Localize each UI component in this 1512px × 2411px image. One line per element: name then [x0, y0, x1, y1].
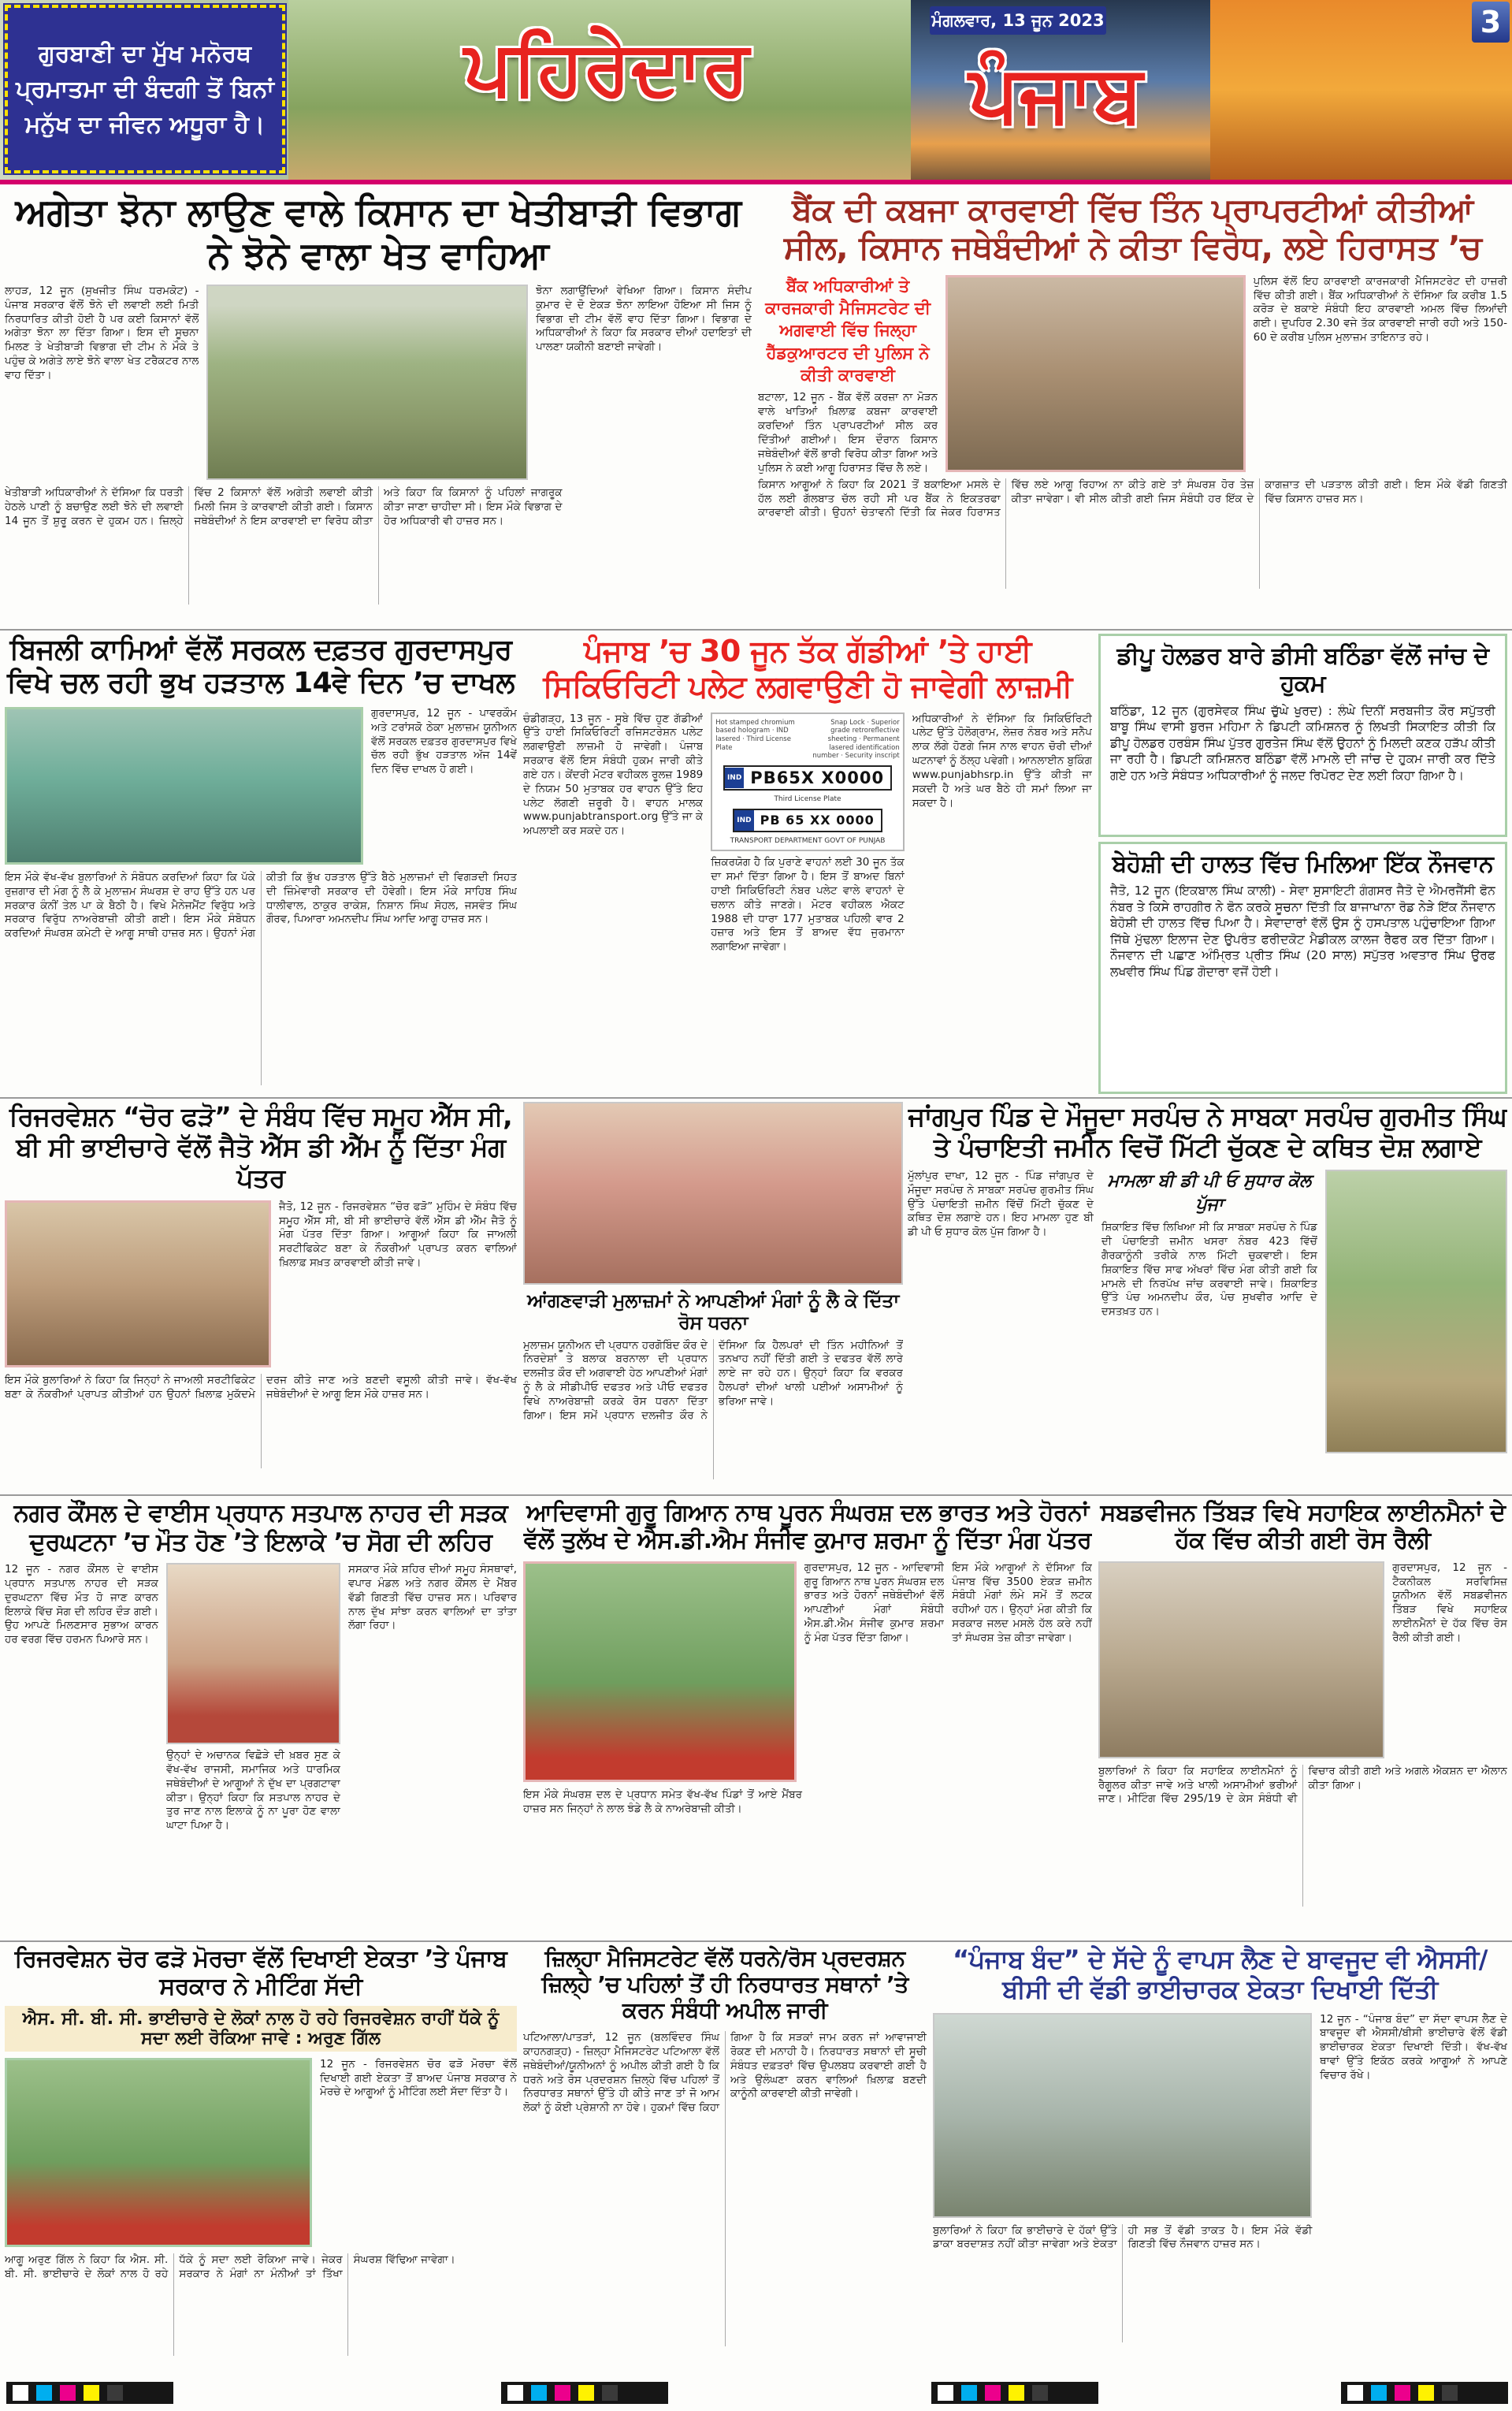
- headline: ਰਿਜਰਵੇਸ਼ਨ ਚੋਰ ਫੜੋ ਮੋਰਚਾ ਵੱਲੋਂ ਦਿਖਾਈ ਏਕਤਾ ’ਤੇ ਪੰਜਾਬ ਸਰਕਾਰ ਨੇ ਮੀਟਿੰਗ ਸੱਦੀ: [14, 1945, 507, 2001]
- article-linemen-rally: [1098, 1499, 1507, 1937]
- masthead-divider: [0, 180, 1512, 184]
- headline: ਡੀਪੂ ਹੋਲਡਰ ਬਾਰੇ ਡੀਸੀ ਬਠਿੰਡਾ ਵੱਲੋਂ ਜਾਂਚ ਦੇ ਹੁਕਮ: [1116, 642, 1489, 698]
- body-col: ਲਾਹੜ, 12 ਜੂਨ (ਸੁਖਜੀਤ ਸਿੰਘ ਧਰਮਕੋਟ) - ਪੰਜਾਬ ਸਰਕਾਰ ਵੱਲੋਂ ਝੋਨੇ ਦੀ ਲਵਾਈ ਲਈ ਮਿਤੀ ਨਿਰਧਾਰਿਤ ਕੀਤੀ ਹੋਈ ਹੈ ਪਰ ਕਈ ਕਿਸਾਨਾਂ ਵੱਲੋਂ ਅਗੇਤਾ ਝੋਨਾ ਲਾ ਦਿੱਤਾ ਗਿਆ। ਇਸ ਦੀ ਸੂਚਨਾ ਮਿਲਣ ਤੇ ਖੇਤੀਬਾੜੀ ਵਿਭਾਗ ਦੀ ਟੀਮ ਨੇ ਮੌਕੇ ਤੇ ਪਹੁੰਚ ਕੇ ਅਗੇਤੇ ਲਾਏ ਝੋਨੇ ਵਾਲਾ ਖੇਤ ਟਰੈਕਟਰ ਨਾਲ ਵਾਹ ਦਿੱਤਾ।: [5, 284, 199, 381]
- section-divider: [0, 1097, 1512, 1099]
- body-block: ਇਸ ਮੌਕੇ ਬੁਲਾਰਿਆਂ ਨੇ ਕਿਹਾ ਕਿ ਜਿਨ੍ਹਾਂ ਨੇ ਜਾਅਲੀ ਸਰਟੀਫਿਕੇਟ ਬਣਾ ਕੇ ਨੌਕਰੀਆਂ ਪ੍ਰਾਪਤ ਕੀਤੀਆਂ ਹਨ ਉਹਨਾਂ ਖ਼ਿਲਾਫ਼ ਮੁਕੱਦਮੇ ਦਰਜ ਕੀਤੇ ਜਾਣ ਅਤੇ ਬਣਦੀ ਵਸੂਲੀ ਕੀਤੀ ਜਾਵੇ। ਵੱਖ-ਵੱਖ ਜਥੇਬੰਦੀਆਂ ਦੇ ਆਗੂ ਇਸ ਮੌਕੇ ਹਾਜ਼ਰ ਸਨ।: [5, 1373, 517, 1401]
- article-photo: [5, 2058, 312, 2247]
- headline: “ਪੰਜਾਬ ਬੰਦ” ਦੇ ਸੱਦੇ ਨੂੰ ਵਾਪਸ ਲੈਣ ਦੇ ਬਾਵਜੂਦ ਵੀ ਐਸਸੀ/ਬੀਸੀ ਦੀ ਵੱਡੀ ਭਾਈਚਾਰਕ ਏਕਤਾ ਦਿਖਾਈ ਦਿੱਤੀ: [953, 1945, 1488, 2004]
- section-divider: [0, 629, 1512, 631]
- article-photo: [945, 275, 1245, 472]
- body-col: ਬਟਾਲਾ, 12 ਜੂਨ - ਬੈਂਕ ਵੱਲੋਂ ਕਰਜ਼ਾ ਨਾ ਮੋੜਨ ਵਾਲੇ ਖਾਤਿਆਂ ਖ਼ਿਲਾਫ਼ ਕਬਜਾ ਕਾਰਵਾਈ ਕਰਦਿਆਂ ਤਿੰਨ ਪ੍ਰਾਪਰਟੀਆਂ ਸੀਲ ਕਰ ਦਿੱਤੀਆਂ ਗਈਆਂ। ਇਸ ਦੌਰਾਨ ਕਿਸਾਨ ਜਥੇਬੰਦੀਆਂ ਵੱਲੋਂ ਭਾਰੀ ਵਿਰੋਧ ਕੀਤਾ ਗਿਆ ਅਤੇ ਪੁਲਿਸ ਨੇ ਕਈ ਆਗੂ ਹਿਰਾਸਤ ਵਿੱਚ ਲੈ ਲਏ।: [758, 391, 938, 474]
- headline: ਜ਼ਿਲ੍ਹਾ ਮੈਜਿਸਟਰੇਟ ਵੱਲੋਂ ਧਰਨੇ/ਰੋਸ ਪ੍ਰਦਰਸ਼ਨ ਜ਼ਿ‍ਲ੍ਹੇ ’ਚ ਪਹਿਲਾਂ ਤੋਂ ਹੀ ਨਿਰਧਾਰਤ ਸਥਾਨਾਂ ’ਤੇ ਕਰਨ ਸੰਬੰਧੀ ਅਪੀਲ ਜਾਰੀ: [541, 1945, 908, 2024]
- body-block: ਆਗੂ ਅਰੁਣ ਗਿੱਲ ਨੇ ਕਿਹਾ ਕਿ ਐਸ. ਸੀ. ਬੀ. ਸੀ. ਭਾਈਚਾਰੇ ਦੇ ਲੋਕਾਂ ਨਾਲ ਹੋ ਰਹੇ ਧੱਕੇ ਨੂੰ ਸਦਾ ਲਈ ਰੋਕਿਆ ਜਾਵੇ। ਜੇਕਰ ਸਰਕਾਰ ਨੇ ਮੰਗਾਂ ਨਾ ਮੰਨੀਆਂ ਤਾਂ ਤਿੱਖਾ ਸੰਘਰਸ਼ ਵਿੱਢਿਆ ਜਾਵੇਗਾ।: [5, 2253, 455, 2280]
- article-magistrate-appeal: [523, 1945, 927, 2375]
- plate-labels-left: Hot stamped chromium based hologram · IND lasered · Third License Plate: [715, 718, 795, 752]
- print-registration-marks: [1341, 2382, 1508, 2404]
- article-adivasi-memorandum: [523, 1499, 1092, 1937]
- body-col: ਸ਼ਿਕਾਇਤ ਵਿੱਚ ਲਿਖਿਆ ਸੀ ਕਿ ਸਾਬਕਾ ਸਰਪੰਚ ਨੇ ਪਿੰਡ ਦੀ ਪੰਚਾਇਤੀ ਜ਼ਮੀਨ ਖਸਰਾ ਨੰਬਰ 423 ਵਿੱਚੋਂ ਗੈਰਕਾਨੂੰਨੀ ਤਰੀਕੇ ਨਾਲ ਮਿੱਟੀ ਚੁਕਵਾਈ। ਇਸ ਸ਼ਿਕਾਇਤ ਵਿੱਚ ਸਾਫ ਅੱਖਰਾਂ ਵਿੱਚ ਮੰਗ ਕੀਤੀ ਗਈ ਕਿ ਮਾਮਲੇ ਦੀ ਨਿਰਪੱਖ ਜਾਂਚ ਕਰਵਾਈ ਜਾਵੇ। ਸ਼ਿਕਾਇਤ ਉੱਤੇ ਪੰਚ ਅਮਨਦੀਪ ਕੌਰ, ਪੰਚ ਸੁਖਵੀਰ ਆਦਿ ਦੇ ਦਸਤਖ਼ਤ ਹਨ।: [1101, 1221, 1317, 1319]
- article-photo: [5, 707, 363, 865]
- plate-number: PB 65 XX 0000: [760, 813, 875, 828]
- plate-labels-right: Snap Lock · Superior grade retroreflective sheeting · Permanent lasered identification number · Security inscript: [812, 718, 900, 761]
- article-bank-seizure: [758, 191, 1507, 626]
- article-photo: [1325, 1170, 1507, 1453]
- headline: ਅਗੇਤਾ ਝੋਨਾ ਲਾਉਣ ਵਾਲੇ ਕਿਸਾਨ ਦਾ ਖੇਤੀਬਾੜੀ ਵਿਭਾਗ ਨੇ ਝੋਨੇ ਵਾਲਾ ਖੇਤ ਵਾਹਿਆ: [15, 191, 741, 278]
- body-col: ਮੁੱਲਾਂਪੁਰ ਦਾਖਾ, 12 ਜੂਨ - ਪਿੰਡ ਜਾਂਗਪੁਰ ਦੇ ਮੌਜੂਦਾ ਸਰਪੰਚ ਨੇ ਸਾਬਕਾ ਸਰਪੰਚ ਗੁਰਮੀਤ ਸਿੰਘ ਉੱਤੇ ਪੰਚਾਇਤੀ ਜ਼ਮੀਨ ਵਿੱਚੋਂ ਮਿੱਟੀ ਚੁੱਕਣ ਦੇ ਕਥਿਤ ਦੋਸ਼ ਲਗਾਏ ਹਨ। ਇਹ ਮਾਮਲਾ ਹੁਣ ਬੀ ਡੀ ਪੀ ਓ ਸੁਧਾਰ ਕੋਲ ਪੁੱਜ ਗਿਆ ਹੈ।: [908, 1169, 1094, 1239]
- date-label: ਮੰਗਲਵਾਰ, 13 ਜੂਨ 2023: [930, 6, 1106, 35]
- plate-caption: Third License Plate: [774, 794, 841, 803]
- masthead: [0, 0, 1512, 180]
- subheadline: ਬੈਂਕ ਅਧਿਕਾਰੀਆਂ ਤੇ ਕਾਰਜਕਾਰੀ ਮੈਜਿਸਟਰੇਟ ਦੀ ਅਗਵਾਈ ਵਿੱਚ ਜਿਲ੍ਹਾ ਹੈੱਡਕੁਆਰਟਰ ਦੀ ਪੁਲਿਸ ਨੇ ਕੀਤੀ ਕਾਰਵਾਈ: [765, 276, 931, 385]
- article-photo: [523, 1102, 903, 1285]
- body-col: ਗੁਰਦਾਸਪੁਰ, 12 ਜੂਨ - ਆਦਿਵਾਸੀ ਗੁਰੂ ਗਿਆਨ ਨਾਥ ਪੂਰਨ ਸੰਘਰਸ਼ ਦਲ ਭਾਰਤ ਅਤੇ ਹੋਰਨਾਂ ਜਥੇਬੰਦੀਆਂ ਵੱਲੋਂ ਆਪਣੀਆਂ ਮੰਗਾਂ ਸੰਬੰਧੀ ਐਸ.ਡੀ.ਐਮ ਸੰਜੀਵ ਕੁਮਾਰ ਸ਼ਰਮਾ ਨੂੰ ਮੰਗ ਪੱਤਰ ਦਿੱਤਾ ਗਿਆ।: [804, 1561, 945, 1644]
- body-block: ਪਟਿਆਲਾ/ਪਾਤੜਾਂ, 12 ਜੂਨ (ਬਲਵਿੰਦਰ ਸਿੰਘ ਕਾਹਨਗੜ੍ਹ) - ਜ਼ਿਲ੍ਹਾ ਮੈਜਿਸਟਰੇਟ ਪਟਿਆਲਾ ਵੱਲੋਂ ਜਥੇਬੰਦੀਆਂ/ਯੂਨੀਅਨਾਂ ਨੂੰ ਅਪੀਲ ਕੀਤੀ ਗਈ ਹੈ ਕਿ ਧਰਨੇ ਅਤੇ ਰੋਸ ਪ੍ਰਦਰਸ਼ਨ ਜ਼ਿਲ੍ਹੇ ਵਿੱਚ ਪਹਿਲਾਂ ਤੋਂ ਨਿਰਧਾਰਤ ਸਥਾਨਾਂ ਉੱਤੇ ਹੀ ਕੀਤੇ ਜਾਣ ਤਾਂ ਜੋ ਆਮ ਲੋਕਾਂ ਨੂੰ ਕੋਈ ਪ੍ਰੇਸ਼ਾਨੀ ਨਾ ਹੋਵੇ। ਹੁਕਮਾਂ ਵਿੱਚ ਕਿਹਾ ਗਿਆ ਹੈ ਕਿ ਸੜਕਾਂ ਜਾਮ ਕਰਨ ਜਾਂ ਆਵਾਜਾਈ ਰੋਕਣ ਦੀ ਮਨਾਹੀ ਹੈ। ਨਿਰਧਾਰਤ ਸਥਾਨਾਂ ਦੀ ਸੂਚੀ ਸੰਬੰਧਤ ਦਫ਼ਤਰਾਂ ਵਿੱਚ ਉਪਲਬਧ ਕਰਵਾਈ ਗਈ ਹੈ ਅਤੇ ਉਲੰਘਣਾ ਕਰਨ ਵਾਲਿਆਂ ਖ਼ਿਲਾਫ਼ ਬਣਦੀ ਕਾਨੂੰਨੀ ਕਾਰਵਾਈ ਕੀਤੀ ਜਾਵੇਗੀ।: [523, 2031, 927, 2115]
- headline: ਪੰਜਾਬ ’ਚ 30 ਜੂਨ ਤੱਕ ਗੱਡੀਆਂ ’ਤੇ ਹਾਈ ਸਿਕਿਓਰਿਟੀ ਪਲੇਟ ਲਗਵਾਉਣੀ ਹੋ ਜਾਵੇਗੀ ਲਾਜ਼ਮੀ: [543, 634, 1072, 704]
- article-photo: [523, 1561, 797, 1782]
- body-block: ਬੁਲਾਰਿਆਂ ਨੇ ਕਿਹਾ ਕਿ ਸਹਾਇਕ ਲਾਈਨਮੈਨਾਂ ਨੂੰ ਰੈਗੂਲਰ ਕੀਤਾ ਜਾਵੇ ਅਤੇ ਖਾਲੀ ਅਸਾਮੀਆਂ ਭਰੀਆਂ ਜਾਣ। ਮੀਟਿੰਗ ਵਿੱਚ 295/19 ਦੇ ਕੇਸ ਸੰਬੰਧੀ ਵੀ ਵਿਚਾਰ ਕੀਤੀ ਗਈ ਅਤੇ ਅਗਲੇ ਐਕਸ਼ਨ ਦਾ ਐਲਾਨ ਕੀਤਾ ਗਿਆ।: [1098, 1764, 1507, 1806]
- headline: ਆਦਿਵਾਸੀ ਗੁਰੂ ਗਿਆਨ ਨਾਥ ਪੂਰਨ ਸੰਘਰਸ਼ ਦਲ ਭਾਰਤ ਅਤੇ ਹੋਰਨਾਂ ਵੱਲੋਂ ਤੁਲੱਖ ਦੇ ਐਸ.ਡੀ.ਐਮ ਸੰਜੀਵ ਕੁਮਾਰ ਸ਼ਰਮਾ ਨੂੰ ਦਿੱਤਾ ਮੰਗ ਪੱਤਰ: [523, 1499, 1092, 1555]
- page-number: 3: [1472, 2, 1510, 43]
- portrait-photo: [166, 1563, 340, 1744]
- body-col: ਜੈਤੋ, 12 ਜੂਨ - ਰਿਜਰਵੇਸ਼ਨ “ਚੋਰ ਫੜੋ” ਮੁਹਿੰਮ ਦੇ ਸੰਬੰਧ ਵਿੱਚ ਸਮੂਹ ਐੱਸ ਸੀ, ਬੀ ਸੀ ਭਾਈਚਾਰੇ ਵੱਲੋਂ ਐੱਸ ਡੀ ਐੱਮ ਜੈਤੋ ਨੂੰ ਮੰਗ ਪੱਤਰ ਦਿੱਤਾ ਗਿਆ। ਆਗੂਆਂ ਕਿਹਾ ਕਿ ਜਾਅਲੀ ਸਰਟੀਫਿਕੇਟ ਬਣਾ ਕੇ ਨੌਕਰੀਆਂ ਪ੍ਰਾਪਤ ਕਰਨ ਵਾਲਿਆਂ ਖ਼ਿਲਾਫ਼ ਸਖ਼ਤ ਕਾਰਵਾਈ ਕੀਤੀ ਜਾਵੇ।: [279, 1200, 517, 1270]
- body-col: 12 ਜੂਨ - “ਪੰਜਾਬ ਬੰਦ” ਦਾ ਸੱਦਾ ਵਾਪਸ ਲੈਣ ਦੇ ਬਾਵਜੂਦ ਵੀ ਐਸਸੀ/ਬੀਸੀ ਭਾਈਚਾਰੇ ਵੱਲੋਂ ਵੱਡੀ ਭਾਈਚਾਰਕ ਏਕਤਾ ਦਿਖਾਈ ਦਿੱਤੀ। ਵੱਖ-ਵੱਖ ਥਾਵਾਂ ਉੱਤੇ ਇਕੱਠ ਕਰਕੇ ਆਗੂਆਂ ਨੇ ਆਪਣੇ ਵਿਚਾਰ ਰੱਖੇ।: [1320, 2012, 1507, 2082]
- body-block: ਖੇਤੀਬਾੜੀ ਅਧਿਕਾਰੀਆਂ ਨੇ ਦੱਸਿਆ ਕਿ ਧਰਤੀ ਹੇਠਲੇ ਪਾਣੀ ਨੂੰ ਬਚਾਉਣ ਲਈ ਝੋਨੇ ਦੀ ਲਵਾਈ 14 ਜੂਨ ਤੋਂ ਸ਼ੁਰੂ ਕਰਨ ਦੇ ਹੁਕਮ ਹਨ। ਜ਼ਿਲ੍ਹੇ ਵਿੱਚ 2 ਕਿਸਾਨਾਂ ਵੱਲੋਂ ਅਗੇਤੀ ਲਵਾਈ ਕੀਤੀ ਮਿਲੀ ਜਿਸ ਤੇ ਕਾਰਵਾਈ ਕੀਤੀ ਗਈ। ਕਿਸਾਨ ਜਥੇਬੰਦੀਆਂ ਨੇ ਇਸ ਕਾਰਵਾਈ ਦਾ ਵਿਰੋਧ ਕੀਤਾ ਅਤੇ ਕਿਹਾ ਕਿ ਕਿਸਾਨਾਂ ਨੂੰ ਪਹਿਲਾਂ ਜਾਗਰੂਕ ਕੀਤਾ ਜਾਣਾ ਚਾਹੀਦਾ ਸੀ। ਇਸ ਮੌਕੇ ਵਿਭਾਗ ਦੇ ਹੋਰ ਅਧਿਕਾਰੀ ਵੀ ਹਾਜ਼ਰ ਸਨ।: [5, 486, 563, 527]
- body-col: ਝੋਨਾ ਲਗਾਉਂਦਿਆਂ ਵੇਖਿਆ ਗਿਆ। ਕਿਸਾਨ ਸੰਦੀਪ ਕੁਮਾਰ ਦੇ ਦੋ ਏਕੜ ਝੋਨਾ ਲਾਇਆ ਹੋਇਆ ਸੀ ਜਿਸ ਨੂੰ ਵਿਭਾਗ ਦੀ ਟੀਮ ਵੱਲੋਂ ਵਾਹ ਦਿੱਤਾ ਗਿਆ। ਵਿਭਾਗ ਦੇ ਅਧਿਕਾਰੀਆਂ ਨੇ ਕਿਹਾ ਕਿ ਸਰਕਾਰ ਦੀਆਂ ਹਦਾਇਤਾਂ ਦੀ ਪਾਲਣਾ ਯਕੀਨੀ ਬਣਾਈ ਜਾਵੇਗੀ।: [536, 284, 752, 354]
- body-block: ਮੁਲਾਜ਼ਮ ਯੂਨੀਅਨ ਦੀ ਪ੍ਰਧਾਨ ਹਰਗੋਬਿੰਦ ਕੌਰ ਦੇ ਨਿਰਦੇਸ਼ਾਂ ਤੇ ਬਲਾਕ ਬਰਨਾਲਾ ਦੀ ਪ੍ਰਧਾਨ ਦਲਜੀਤ ਕੌਰ ਦੀ ਅਗਵਾਈ ਹੇਠ ਆਪਣੀਆਂ ਮੰਗਾਂ ਨੂੰ ਲੈ ਕੇ ਸੀਡੀਪੀਓ ਦਫਤਰ ਅਤੇ ਪੀਓ ਦਫਤਰ ਵਿਖੇ ਨਾਅਰੇਬਾਜ਼ੀ ਕਰਕੇ ਰੋਸ ਧਰਨਾ ਦਿੱਤਾ ਗਿਆ। ਇਸ ਸਮੇਂ ਪ੍ਰਧਾਨ ਦਲਜੀਤ ਕੌਰ ਨੇ ਦੱਸਿਆ ਕਿ ਹੈਲਪਰਾਂ ਦੀ ਤਿੰਨ ਮਹੀਨਿਆਂ ਤੋਂ ਤਨਖਾਹ ਨਹੀਂ ਦਿੱਤੀ ਗਈ ਤੇ ਦਫਤਰ ਵੱਲੋਂ ਲਾਰੇ ਲਾਏ ਜਾ ਰਹੇ ਹਨ। ਉਨ੍ਹਾਂ ਕਿਹਾ ਕਿ ਵਰਕਰ ਹੈਲਪਰਾਂ ਦੀਆਂ ਖਾਲੀ ਪਈਆਂ ਅਸਾਮੀਆਂ ਨੂੰ ਭਰਿਆ ਜਾਵੇ।: [523, 1338, 903, 1422]
- body-col: ਗੁਰਦਾਸਪੁਰ, 12 ਜੂਨ - ਟੈਕਨੀਕਲ ਸਰਵਿਸਿਜ਼ ਯੂਨੀਅਨ ਵੱਲੋਂ ਸਬਡਵੀਜਨ ਤਿੱਬੜ ਵਿਖੇ ਸਹਾਇਕ ਲਾਈਨਮੈਨਾਂ ਦੇ ਹੱਕ ਵਿੱਚ ਰੋਸ ਰੈਲੀ ਕੀਤੀ ਗਈ।: [1392, 1561, 1507, 1644]
- license-plate-bottom: [733, 809, 882, 832]
- article-photo: [5, 1200, 271, 1367]
- print-registration-marks: [931, 2382, 1098, 2404]
- headline: ਬੈਂਕ ਦੀ ਕਬਜਾ ਕਾਰਵਾਈ ਵਿੱਚ ਤਿੰਨ ਪ੍ਰਾਪਰਟੀਆਂ ਕੀਤੀਆਂ ਸੀਲ, ਕਿਸਾਨ ਜਥੇਬੰਦੀਆਂ ਨੇ ਕੀਤਾ ਵਿਰੋਧ, ਲਏ ਹਿਰਾਸਤ ’ਚ: [783, 191, 1482, 267]
- headline: ਜਾਂਗਪੁਰ ਪਿੰਡ ਦੇ ਮੌਜੂਦਾ ਸਰਪੰਚ ਨੇ ਸਾਬਕਾ ਸਰਪੰਚ ਗੁਰਮੀਤ ਸਿੰਘ ਤੇ ਪੰਚਾਇਤੀ ਜਮੀਨ ਵਿਚੋਂ ਮਿੱਟੀ ਚੁੱਕਣ ਦੇ ਕਥਿਤ ਦੋਸ਼ ਲਗਾਏ: [908, 1102, 1507, 1163]
- headline: ਬਿਜਲੀ ਕਾਮਿਆਂ ਵੱਲੋਂ ਸਰਕਲ ਦਫ਼ਤਰ ਗੁਰਦਾਸਪੁਰ ਵਿਖੇ ਚਲ ਰਹੀ ਭੁਖ ਹੜਤਾਲ 14ਵੇ ਦਿਨ ’ਚ ਦਾਖਲ: [6, 634, 515, 700]
- subheadline: ਐਸ. ਸੀ. ਬੀ. ਸੀ. ਭਾਈਚਾਰੇ ਦੇ ਲੋਕਾਂ ਨਾਲ ਹੋ ਰਹੇ ਰਿਜਰਵੇਸ਼ਨ ਰਾਹੀਂ ਧੱਕੇ ਨੂੰ ਸਦਾ ਲਈ ਰੋਕਿਆ ਜਾਵੇ : ਅਰੁਣ ਗਿੱਲ: [5, 2006, 517, 2052]
- hsrp-plate-figure: [711, 713, 904, 852]
- plate-authority-caption: TRANSPORT DEPARTMENT GOVT OF PUNJAB: [730, 836, 886, 845]
- section-divider: [0, 1494, 1512, 1496]
- article-sarpanch-allegations: [908, 1102, 1507, 1490]
- article-hunger-strike: [5, 634, 517, 1094]
- article-reservation-memorandum: [5, 1102, 517, 1490]
- body-col: ਜ਼ਿਕਰਯੋਗ ਹੈ ਕਿ ਪੁਰਾਣੇ ਵਾਹਨਾਂ ਲਈ 30 ਜੂਨ ਤੱਕ ਦਾ ਸਮਾਂ ਦਿੱਤਾ ਗਿਆ ਹੈ। ਇਸ ਤੋਂ ਬਾਅਦ ਬਿਨਾਂ ਹਾਈ ਸਿਕਿਓਰਿਟੀ ਨੰਬਰ ਪਲੇਟ ਵਾਲੇ ਵਾਹਨਾਂ ਦੇ ਚਲਾਨ ਕੀਤੇ ਜਾਣਗੇ। ਮੋਟਰ ਵਹੀਕਲ ਐਕਟ 1988 ਦੀ ਧਾਰਾ 177 ਮੁਤਾਬਕ ਪਹਿਲੀ ਵਾਰ 2 ਹਜ਼ਾਰ ਅਤੇ ਇਸ ਤੋਂ ਬਾਅਦ ਵੱਧ ਜੁਰਮਾਨਾ ਲਗਾਇਆ ਜਾਵੇਗਾ।: [711, 856, 905, 954]
- print-registration-marks: [6, 2382, 173, 2404]
- article-hsrp-plates: [523, 634, 1092, 1094]
- license-plate-top: [723, 765, 892, 791]
- article-photo: [1098, 1561, 1384, 1758]
- article-punjab-bandh: [933, 1945, 1507, 2375]
- article-unconscious-youth: [1098, 842, 1507, 1094]
- body-col: ਅਧਿਕਾਰੀਆਂ ਨੇ ਦੱਸਿਆ ਕਿ ਸਿਕਿਓਰਿਟੀ ਪਲੇਟ ਉੱਤੇ ਹੋਲੋਗ੍ਰਾਮ, ਲੇਜ਼ਰ ਨੰਬਰ ਅਤੇ ਸਨੈਪ ਲਾਕ ਲੱਗੇ ਹੋਣਗੇ ਜਿਸ ਨਾਲ ਵਾਹਨ ਚੋਰੀ ਦੀਆਂ ਘਟਨਾਵਾਂ ਨੂੰ ਠੱਲ੍ਹ ਪਵੇਗੀ। ਆਨਲਾਈਨ ਬੁਕਿੰਗ www.punjabhsrp.in ਉੱਤੇ ਕੀਤੀ ਜਾ ਸਕਦੀ ਹੈ ਅਤੇ ਘਰ ਬੈਠੇ ਹੀ ਸਮਾਂ ਲਿਆ ਜਾ ਸਕਦਾ ਹੈ।: [912, 712, 1092, 809]
- paper-title: ਪਹਿਰੇਦਾਰ: [464, 24, 749, 112]
- headline: ਨਗਰ ਕੌਂਸਲ ਦੇ ਵਾਈਸ ਪ੍ਰਧਾਨ ਸਤਪਾਲ ਨਾਹਰ ਦੀ ਸੜਕ ਦੁਰਘਟਨਾ ’ਚ ਮੌਤ ਹੋਣ ’ਤੇ ਇਲਾਕੇ ’ਚ ਸੋਗ ਦੀ ਲਹਿਰ: [13, 1499, 508, 1557]
- ind-strip: IND: [734, 810, 753, 831]
- motto-box: ਗੁਰਬਾਣੀ ਦਾ ਮੁੱਖ ਮਨੋਰਥ ਪ੍ਰਮਾਤਮਾ ਦੀ ਬੰਦਗੀ ਤੋਂ ਬਿਨਾਂ ਮਨੁੱਖ ਦਾ ਜੀਵਨ ਅਧੂਰਾ ਹੈ।: [5, 5, 285, 173]
- body-col: ਸਸਕਾਰ ਮੌਕੇ ਸ਼ਹਿਰ ਦੀਆਂ ਸਮੂਹ ਸੰਸਥਾਵਾਂ, ਵਪਾਰ ਮੰਡਲ ਅਤੇ ਨਗਰ ਕੌਂਸਲ ਦੇ ਮੈਂਬਰ ਵੱਡੀ ਗਿਣਤੀ ਵਿੱਚ ਹਾਜ਼ਰ ਸਨ। ਪਰਿਵਾਰ ਨਾਲ ਦੁੱਖ ਸਾਂਝਾ ਕਰਨ ਵਾਲਿਆਂ ਦਾ ਤਾਂਤਾ ਲੱਗਾ ਰਿਹਾ।: [348, 1563, 517, 1632]
- body-col: ਚੰਡੀਗੜ੍ਹ, 13 ਜੂਨ - ਸੂਬੇ ਵਿੱਚ ਹੁਣ ਗੱਡੀਆਂ ਉੱਤੇ ਹਾਈ ਸਿਕਿਓਰਿਟੀ ਰਜਿਸਟਰੇਸ਼ਨ ਪਲੇਟ ਲਗਵਾਉਣੀ ਲਾਜ਼ਮੀ ਹੋ ਜਾਵੇਗੀ। ਪੰਜਾਬ ਸਰਕਾਰ ਵੱਲੋਂ ਇਸ ਸੰਬੰਧੀ ਹੁਕਮ ਜਾਰੀ ਕੀਤੇ ਗਏ ਹਨ। ਕੇਂਦਰੀ ਮੋਟਰ ਵਹੀਕਲ ਰੂਲਜ਼ 1989 ਦੇ ਨਿਯਮ 50 ਮੁਤਾਬਕ ਹਰ ਵਾਹਨ ਉੱਤੇ ਇਹ ਪਲੇਟ ਲੱਗਣੀ ਜ਼ਰੂਰੀ ਹੈ। ਵਾਹਨ ਮਾਲਕ www.punjabtransport.org ਉੱਤੇ ਜਾ ਕੇ ਅਪਲਾਈ ਕਰ ਸਕਦੇ ਹਨ।: [523, 712, 704, 838]
- body-col: ਪੁਲਿਸ ਵੱਲੋਂ ਇਹ ਕਾਰਵਾਈ ਕਾਰਜਕਾਰੀ ਮੈਜਿਸਟਰੇਟ ਦੀ ਹਾਜ਼ਰੀ ਵਿੱਚ ਕੀਤੀ ਗਈ। ਬੈਂਕ ਅਧਿਕਾਰੀਆਂ ਨੇ ਦੱਸਿਆ ਕਿ ਕਰੀਬ 1.5 ਕਰੋੜ ਦੇ ਬਕਾਏ ਸੰਬੰਧੀ ਇਹ ਕਾਰਵਾਈ ਅਮਲ ਵਿੱਚ ਲਿਆਂਦੀ ਗਈ। ਦੁਪਹਿਰ 2.30 ਵਜੇ ਤੱਕ ਕਾਰਵਾਈ ਜਾਰੀ ਰਹੀ ਅਤੇ 150-60 ਦੇ ਕਰੀਬ ਪੁਲਿਸ ਮੁਲਾਜ਼ਮ ਤਾਇਨਾਤ ਰਹੇ।: [1253, 274, 1507, 344]
- article-vice-president-death: [5, 1499, 517, 1937]
- headline: ਸਬਡਵੀਜਨ ਤਿੱਬੜ ਵਿਖੇ ਸਹਾਇਕ ਲਾਈਨਮੈਨਾਂ ਦੇ ਹੱਕ ਵਿੱਚ ਕੀਤੀ ਗਈ ਰੋਸ ਰੈਲੀ: [1100, 1499, 1506, 1555]
- masthead-children-image: [1210, 0, 1512, 180]
- plate-number: PB65X X0000: [750, 768, 885, 787]
- body-col: ਗੁਰਦਾਸਪੁਰ, 12 ਜੂਨ - ਪਾਵਰਕੌਮ ਅਤੇ ਟਰਾਂਸਕੋ ਠੇਕਾ ਮੁਲਾਜ਼ਮ ਯੂਨੀਅਨ ਵੱਲੋਂ ਸਰਕਲ ਦਫ਼ਤਰ ਗੁਰਦਾਸਪੁਰ ਵਿਖੇ ਚੱਲ ਰਹੀ ਭੁੱਖ ਹੜਤਾਲ ਅੱਜ 14ਵੇਂ ਦਿਨ ਵਿੱਚ ਦਾਖਲ ਹੋ ਗਈ।: [371, 706, 517, 776]
- page-section-title: ਪੰਜਾਬ: [968, 47, 1143, 140]
- print-registration-marks: [501, 2382, 668, 2404]
- body-block: ਇਸ ਮੌਕੇ ਸੰਘਰਸ਼ ਦਲ ਦੇ ਪ੍ਰਧਾਨ ਸਮੇਤ ਵੱਖ-ਵੱਖ ਪਿੰਡਾਂ ਤੋਂ ਆਏ ਮੈਂਬਰ ਹਾਜ਼ਰ ਸਨ ਜਿਨ੍ਹਾਂ ਨੇ ਲਾਲ ਝੰਡੇ ਲੈ ਕੇ ਨਾਅਰੇਬਾਜ਼ੀ ਕੀਤੀ।: [523, 1788, 802, 1815]
- subheadline: ਮਾਮਲਾ ਬੀ ਡੀ ਪੀ ਓ ਸੁਧਾਰ ਕੋਲ ਪੁੱਜਾ: [1107, 1170, 1312, 1215]
- body-block: ਜੈਤੋ, 12 ਜੂਨ (ਇਕਬਾਲ ਸਿੰਘ ਕਾਲੀ) - ਸੇਵਾ ਸੁਸਾਇਟੀ ਗੰਗਸਰ ਜੈਤੋ ਦੇ ਐਮਰਜੈਂਸੀ ਫੋਨ ਨੰਬਰ ਤੇ ਕਿਸੇ ਰਾਹਗੀਰ ਨੇ ਫੋਨ ਕਰਕੇ ਸੂਚਨਾ ਦਿੱਤੀ ਕਿ ਬਾਜਾਖਾਨਾ ਰੋਡ ਨੇੜੇ ਇੱਕ ਨੌਜਵਾਨ ਬੇਹੋਸ਼ੀ ਦੀ ਹਾਲਤ ਵਿੱਚ ਪਿਆ ਹੈ। ਸੇਵਾਦਾਰਾਂ ਵੱਲੋਂ ਉਸ ਨੂੰ ਹਸਪਤਾਲ ਪਹੁੰਚਾਇਆ ਗਿਆ ਜਿੱਥੇ ਮੁੱਢਲਾ ਇਲਾਜ ਦੇਣ ਉਪਰੰਤ ਫਰੀਦਕੋਟ ਮੈਡੀਕਲ ਕਾਲਜ ਰੈਫਰ ਕਰ ਦਿੱਤਾ ਗਿਆ। ਨੌਜਵਾਨ ਦੀ ਪਛਾਣ ਅੰਮ੍ਰਿਤ ਪ੍ਰੀਤ ਸਿੰਘ (20 ਸਾਲ) ਸਪੁੱਤਰ ਅਵਤਾਰ ਸਿੰਘ ਉਰਫ ਲਖਵੀਰ ਸਿੰਘ ਪਿੰਡ ਗੋਦਾਰਾ ਵਜੋਂ ਹੋਈ।: [1110, 884, 1495, 979]
- article-early-paddy: [5, 191, 752, 626]
- headline: ਆਂਗਣਵਾੜੀ ਮੁਲਾਜ਼ਮਾਂ ਨੇ ਆਪਣੀਆਂ ਮੰਗਾਂ ਨੂੰ ਲੈ ਕੇ ਦਿੱਤਾ ਰੋਸ ਧਰਨਾ: [527, 1289, 899, 1334]
- headline: ਬੇਹੋਸ਼ੀ ਦੀ ਹਾਲਤ ਵਿੱਚ ਮਿਲਿਆ ਇੱਕ ਨੌਜਵਾਨ: [1112, 850, 1494, 878]
- article-photo: [206, 285, 528, 480]
- body-col: ਇਸ ਮੌਕੇ ਆਗੂਆਂ ਨੇ ਦੱਸਿਆ ਕਿ ਪੰਜਾਬ ਵਿੱਚ 3500 ਏਕੜ ਜ਼ਮੀਨ ਸੰਬੰਧੀ ਮੰਗਾਂ ਲੰਮੇ ਸਮੇਂ ਤੋਂ ਲਟਕ ਰਹੀਆਂ ਹਨ। ਉਨ੍ਹਾਂ ਮੰਗ ਕੀਤੀ ਕਿ ਸਰਕਾਰ ਜਲਦ ਮਸਲੇ ਹੱਲ ਕਰੇ ਨਹੀਂ ਤਾਂ ਸੰਘਰਸ਼ ਤੇਜ਼ ਕੀਤਾ ਜਾਵੇਗਾ।: [952, 1561, 1092, 1644]
- body-col: 12 ਜੂਨ - ਨਗਰ ਕੌਂਸਲ ਦੇ ਵਾਈਸ ਪ੍ਰਧਾਨ ਸਤਪਾਲ ਨਾਹਰ ਦੀ ਸੜਕ ਦੁਰਘਟਨਾ ਵਿੱਚ ਮੌਤ ਹੋ ਜਾਣ ਕਾਰਨ ਇਲਾਕੇ ਵਿੱਚ ਸੋਗ ਦੀ ਲਹਿਰ ਦੌੜ ਗਈ। ਉਹ ਆਪਣੇ ਮਿਲਣਸਾਰ ਸੁਭਾਅ ਕਾਰਨ ਹਰ ਵਰਗ ਵਿੱਚ ਹਰਮਨ ਪਿਆਰੇ ਸਨ।: [5, 1563, 158, 1646]
- section-divider: [0, 1940, 1512, 1942]
- article-anganwadi-protest: [523, 1102, 903, 1490]
- headline: ਰਿਜਰਵੇਸ਼ਨ “ਚੋਰ ਫੜੋ” ਦੇ ਸੰਬੰਧ ਵਿੱਚ ਸਮੂਹ ਐੱਸ ਸੀ, ਬੀ ਸੀ ਭਾਈਚਾਰੇ ਵੱਲੋਂ ਜੈਤੋ ਐੱਸ ਡੀ ਐੱਮ ਨੂੰ ਦਿੱਤਾ ਮੰਗ ਪੱਤਰ: [9, 1102, 513, 1193]
- body-col: ਉਨ੍ਹਾਂ ਦੇ ਅਚਾਨਕ ਵਿਛੋੜੇ ਦੀ ਖ਼ਬਰ ਸੁਣ ਕੇ ਵੱਖ-ਵੱਖ ਰਾਜਸੀ, ਸਮਾਜਿਕ ਅਤੇ ਧਾਰਮਿਕ ਜਥੇਬੰਦੀਆਂ ਦੇ ਆਗੂਆਂ ਨੇ ਦੁੱਖ ਦਾ ਪ੍ਰਗਟਾਵਾ ਕੀਤਾ। ਉਨ੍ਹਾਂ ਕਿਹਾ ਕਿ ਸਤਪਾਲ ਨਾਹਰ ਦੇ ਤੁਰ ਜਾਣ ਨਾਲ ਇਲਾਕੇ ਨੂੰ ਨਾ ਪੂਰਾ ਹੋਣ ਵਾਲਾ ਘਾਟਾ ਪਿਆ ਹੈ।: [166, 1749, 340, 1832]
- article-morcha-meeting: [5, 1945, 517, 2375]
- body-col: 12 ਜੂਨ - ਰਿਜਰਵੇਸ਼ਨ ਚੋਰ ਫੜੋ ਮੋਰਚਾ ਵੱਲੋਂ ਦਿਖਾਈ ਗਈ ਏਕਤਾ ਤੋਂ ਬਾਅਦ ਪੰਜਾਬ ਸਰਕਾਰ ਨੇ ਮੋਰਚੇ ਦੇ ਆਗੂਆਂ ਨੂੰ ਮੀਟਿੰਗ ਲਈ ਸੱਦਾ ਦਿੱਤਾ ਹੈ।: [320, 2057, 517, 2099]
- body-block: ਕਿਸਾਨ ਆਗੂਆਂ ਨੇ ਕਿਹਾ ਕਿ 2021 ਤੋਂ ਬਕਾਇਆ ਮਸਲੇ ਦੇ ਹੱਲ ਲਈ ਗੱਲਬਾਤ ਚੱਲ ਰਹੀ ਸੀ ਪਰ ਬੈਂਕ ਨੇ ਇਕਤਰਫਾ ਕਾਰਵਾਈ ਕੀਤੀ। ਉਹਨਾਂ ਚੇਤਾਵਨੀ ਦਿੱਤੀ ਕਿ ਜੇਕਰ ਹਿਰਾਸਤ ਵਿੱਚ ਲਏ ਆਗੂ ਰਿਹਾਅ ਨਾ ਕੀਤੇ ਗਏ ਤਾਂ ਸੰਘਰਸ਼ ਹੋਰ ਤੇਜ਼ ਕੀਤਾ ਜਾਵੇਗਾ। ਵੀ ਸੀਲ ਕੀਤੀ ਗਈ ਜਿਸ ਸੰਬੰਧੀ ਹਰ ਇੱਕ ਦੇ ਕਾਗਜ਼ਾਤ ਦੀ ਪੜਤਾਲ ਕੀਤੀ ਗਈ। ਇਸ ਮੌਕੇ ਵੱਡੀ ਗਿਣਤੀ ਵਿੱਚ ਕਿਸਾਨ ਹਾਜ਼ਰ ਸਨ।: [758, 478, 1507, 519]
- body-block: ਇਸ ਮੌਕੇ ਵੱਖ-ਵੱਖ ਬੁਲਾਰਿਆਂ ਨੇ ਸੰਬੋਧਨ ਕਰਦਿਆਂ ਕਿਹਾ ਕਿ ਪੱਕੇ ਰੁਜ਼ਗਾਰ ਦੀ ਮੰਗ ਨੂੰ ਲੈ ਕੇ ਮੁਲਾਜ਼ਮ ਸੰਘਰਸ਼ ਦੇ ਰਾਹ ਉੱਤੇ ਹਨ ਪਰ ਸਰਕਾਰ ਕੰਨੀਂ ਤੇਲ ਪਾ ਕੇ ਬੈਠੀ ਹੈ। ਵਿਖੇ ਮੈਨੇਜਮੈਂਟ ਵਿਰੁੱਧ ਅਤੇ ਸਰਕਾਰ ਵਿਰੁੱਧ ਨਾਅਰੇਬਾਜ਼ੀ ਕੀਤੀ ਗਈ। ਇਸ ਮੌਕੇ ਸੰਬੋਧਨ ਕਰਦਿਆਂ ਸੰਘਰਸ਼ ਕਮੇਟੀ ਦੇ ਆਗੂ ਸਾਥੀ ਹਾਜ਼ਰ ਸਨ। ਉਹਨਾਂ ਮੰਗ ਕੀਤੀ ਕਿ ਭੁੱਖ ਹੜਤਾਲ ਉੱਤੇ ਬੈਠੇ ਮੁਲਾਜ਼ਮਾਂ ਦੀ ਵਿਗੜਦੀ ਸਿਹਤ ਦੀ ਜ਼ਿੰਮੇਵਾਰੀ ਸਰਕਾਰ ਦੀ ਹੋਵੇਗੀ। ਇਸ ਮੌਕੇ ਸਾਹਿਬ ਸਿੰਘ ਧਾਲੀਵਾਲ, ਠਾਕੁਰ ਰਾਕੇਸ਼, ਨਿਸ਼ਾਨ ਸਿੰਘ ਸੋਹਲ, ਜਸਵੰਤ ਸਿੰਘ ਗੌਰਵ, ਪਿਆਰਾ ਅਮਨਦੀਪ ਸਿੰਘ ਆਦਿ ਆਗੂ ਹਾਜ਼ਰ ਸਨ।: [5, 870, 517, 940]
- body-block: ਬੁਲਾਰਿਆਂ ਨੇ ਕਿਹਾ ਕਿ ਭਾਈਚਾਰੇ ਦੇ ਹੱਕਾਂ ਉੱਤੇ ਡਾਕਾ ਬਰਦਾਸ਼ਤ ਨਹੀਂ ਕੀਤਾ ਜਾਵੇਗਾ ਅਤੇ ਏਕਤਾ ਹੀ ਸਭ ਤੋਂ ਵੱਡੀ ਤਾਕਤ ਹੈ। ਇਸ ਮੌਕੇ ਵੱਡੀ ਗਿਣਤੀ ਵਿੱਚ ਨੌਜਵਾਨ ਹਾਜ਼ਰ ਸਨ।: [933, 2223, 1313, 2251]
- body-block: ਬਠਿੰਡਾ, 12 ਜੂਨ (ਗੁਰਸੇਵਕ ਸਿੰਘ ਚੁੱਘੇ ਖੁਰਦ) : ਲੰਘੇ ਦਿਨੀਂ ਸਰਬਜੀਤ ਕੌਰ ਸਪੁੱਤਰੀ ਬਾਬੂ ਸਿੰਘ ਵਾਸੀ ਬੁਰਜ ਮਹਿਮਾ ਨੇ ਡਿਪਟੀ ਕਮਿਸ਼ਨਰ ਨੂੰ ਲਿਖਤੀ ਸਿਕਾਇਤ ਕੀਤੀ ਕਿ ਡੀਪੂ ਹੋਲਡਰ ਹਰਬੰਸ ਸਿੰਘ ਪੁੱਤਰ ਗੁਰਤੇਜ ਸਿੰਘ ਵੱਲੋਂ ਉਹਨਾਂ ਨੂੰ ਮਿਲਦੀ ਕਣਕ ਹੜੱਪ ਕੀਤੀ ਜਾ ਰਹੀ ਹੈ। ਡਿਪਟੀ ਕਮਿਸ਼ਨਰ ਬਠਿੰਡਾ ਵੱਲੋਂ ਮਾਮਲੇ ਦੀ ਜਾਂਚ ਦੇ ਹੁਕਮ ਜਾਰੀ ਕਰ ਦਿੱਤੇ ਗਏ ਹਨ ਅਤੇ ਸੰਬੰਧਤ ਅਧਿਕਾਰੀਆਂ ਨੂੰ ਜਲਦ ਰਿਪੋਰਟ ਦੇਣ ਲਈ ਕਿਹਾ ਗਿਆ ਹੈ।: [1110, 703, 1495, 783]
- ind-strip: IND: [725, 768, 744, 788]
- article-photo: [933, 2013, 1312, 2218]
- article-depot-holder-inquiry: [1098, 634, 1507, 837]
